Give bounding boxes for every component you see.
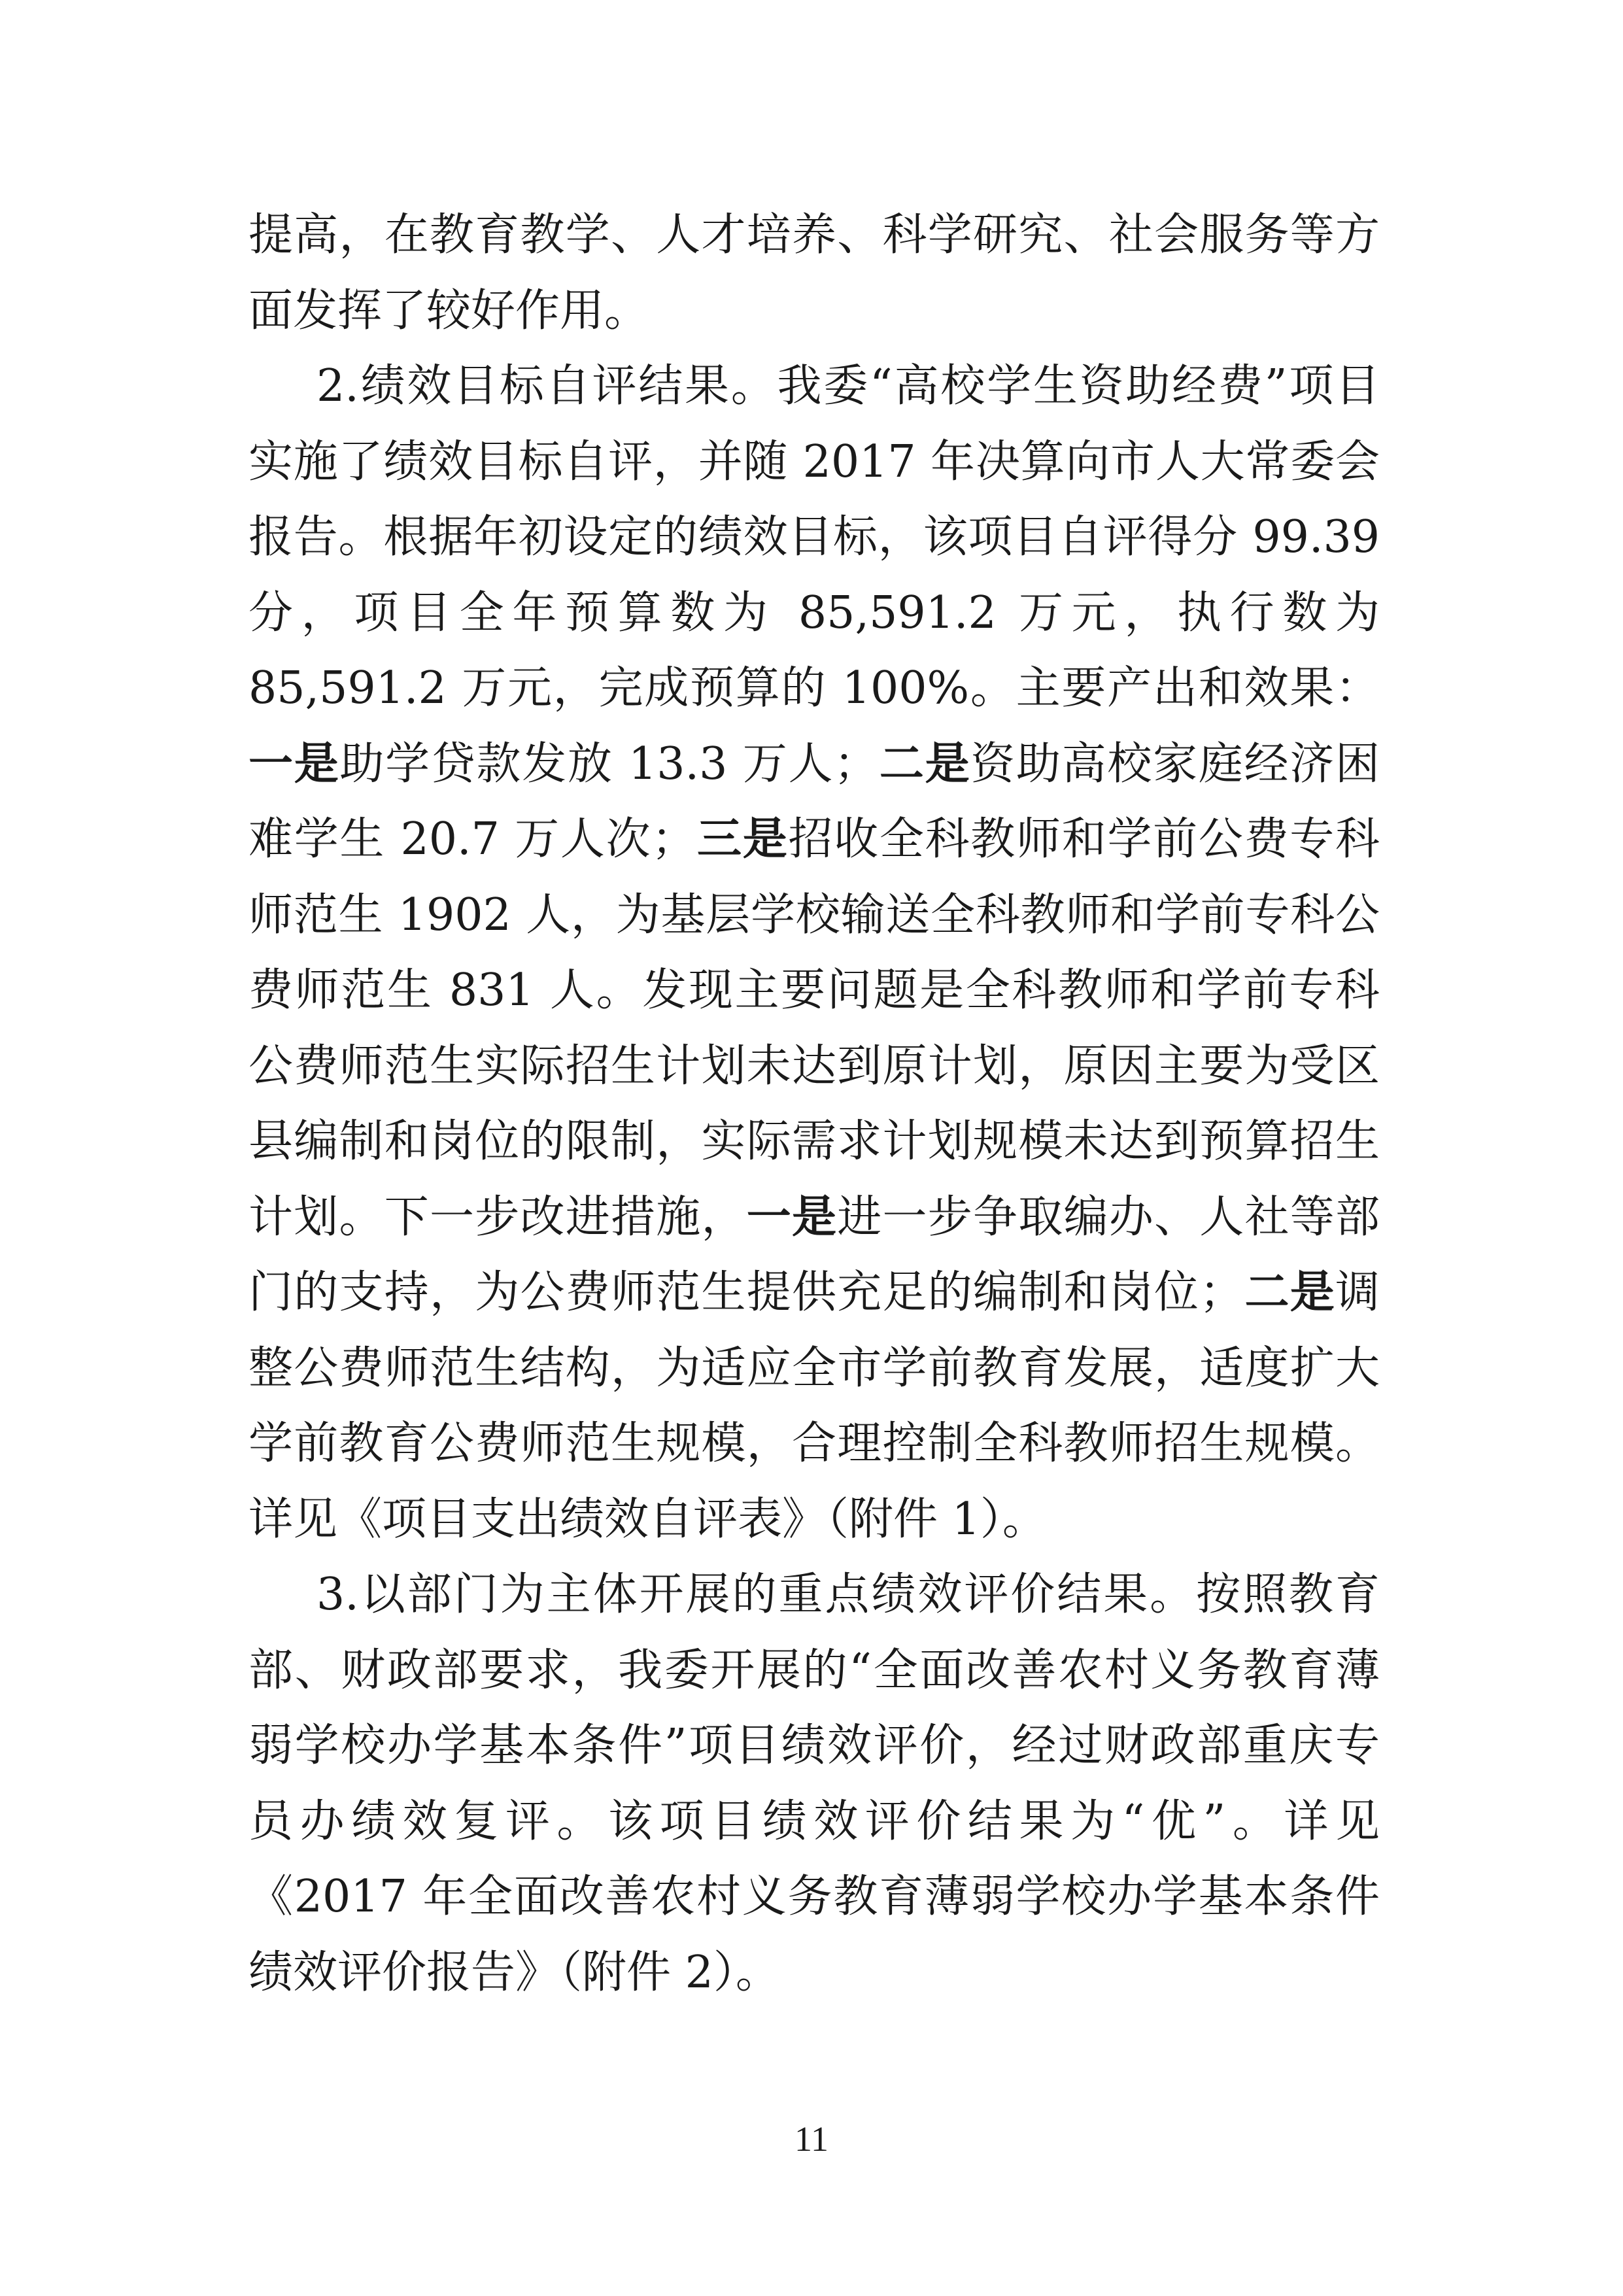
text-segment: 调整公费师范生结构，为适应全市学前教育发展，适度扩大学前教育公费师范生规模，合理控制全科教师招生规模。详见《项目支出绩效自评表》（附件 1）。 (248, 1267, 1380, 1545)
bold-marker: 一是 (248, 737, 340, 790)
text-segment: 2.绩效目标自评结果。我委“高校学生资助经费”项目实施了绩效目标自评，并随 2017 年决算向市人大常委会报告。根据年初设定的绩效目标，该项目自评得分 99.39 分，项目全年预算数为 85,591.2 万元，执行数为 85,591.2 万元，完成预算的 100%。主要产出和效果： (248, 360, 1380, 714)
text-segment: 招收全科教师和学前公费专科师范生 1902 人，为基层学校输送全科教师和学前专科公费师范生 831 人。发现主要问题是全科教师和学前专科公费师范生实际招生计划未达到原计划，原因主要为受区县编制和岗位的限制，实际需求计划规模未达到预算招生计划。下一步改进措施， (248, 814, 1380, 1243)
paragraph-performance-self-evaluation (248, 349, 1380, 1557)
page-number: 11 (794, 2119, 829, 2159)
paragraph-key-evaluation-results (248, 1557, 1380, 2010)
bold-marker: 一是 (746, 1190, 838, 1243)
bold-marker: 三是 (696, 813, 789, 865)
body-text (248, 197, 1380, 2010)
text-segment: 助学贷款发放 13.3 万人； (339, 738, 879, 790)
text-segment: 进一步争取编办、人社等部门的支持，为公费师范生提供充足的编制和岗位； (248, 1191, 1380, 1318)
bold-marker: 二是 (878, 737, 971, 790)
text-segment: 资助高校家庭经济困难学生 20.7 万人次； (248, 738, 1380, 865)
paragraph-continuation (248, 197, 1380, 349)
text-segment: 提高，在教育教学、人才培养、科学研究、社会服务等方面发挥了较好作用。 (248, 209, 1380, 337)
text-segment: 3.以部门为主体开展的重点绩效评价结果。按照教育部、财政部要求，我委开展的“全面改善农村义务教育薄弱学校办学基本条件”项目绩效评价，经过财政部重庆专员办绩效复评。该项目绩效评价结果为“优”。详见《2017 年全面改善农村义务教育薄弱学校办学基本条件绩效评价报告》（附件 2）。 (248, 1569, 1380, 1998)
bold-marker: 二是 (1244, 1266, 1335, 1318)
